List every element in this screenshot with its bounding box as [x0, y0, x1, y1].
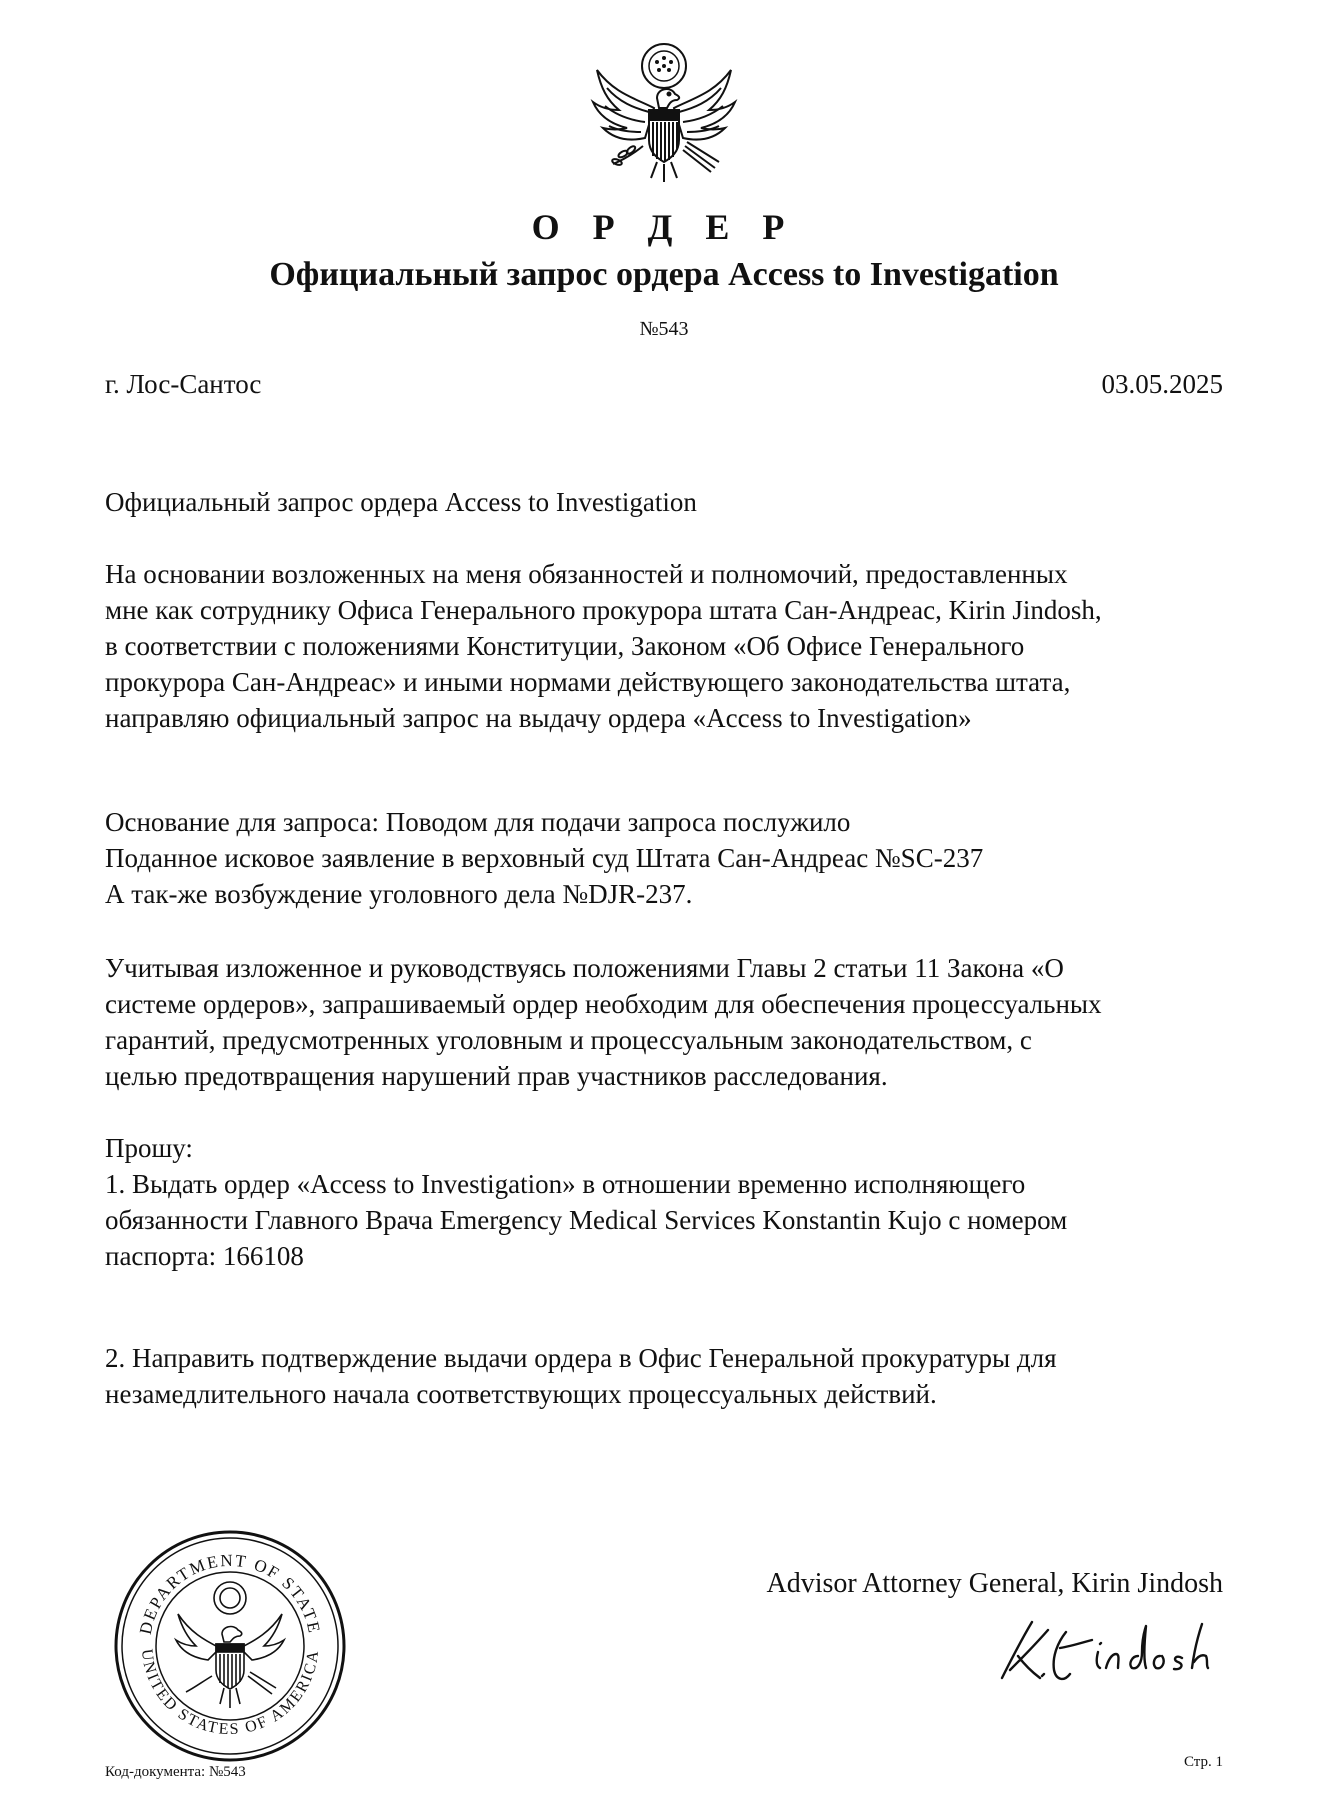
city: г. Лос-Сантос — [105, 369, 262, 399]
department-of-state-seal-icon — [112, 1528, 348, 1764]
document-title: О Р Д Е Р — [531, 207, 797, 247]
page-number: Стр. 1 — [1183, 1754, 1223, 1770]
request-item-2: 2. Направить подтверждение выдачи ордера в Офис Генеральной прокуратуры для незамедлительного начала соответствующих процессуальных действий. — [105, 1343, 1057, 1409]
intro-paragraph: На основании возложенных на меня обязанностей и полномочий, предоставленных мне как сотруднику Офиса Генерального прокурора штата Сан-Андреас, Kirin Jindosh, в соответствии с положениями Конституции, Законом «Об Офисе Генерального прокурора Сан-Андреас» и иными нормами действующего законодательства штата, направляю официальный запрос на выдачу ордера «Access to Investigation» — [105, 559, 1102, 733]
svg-text:DEPARTMENT OF STATE: DEPARTMENT OF STATE — [135, 1550, 325, 1637]
date: 03.05.2025 — [1101, 369, 1223, 399]
document-code: Код-документа: №543 — [105, 1764, 246, 1780]
signer-title: Advisor Attorney General, Kirin Jindosh — [766, 1568, 1223, 1599]
document-number: №543 — [639, 318, 689, 340]
basis-paragraph: Основание для запроса: Поводом для подачи запроса послужило Поданное исковое заявление в верховный суд Штата Сан-Андреас №SC-237 А так-же возбуждение уголовного дела №DJR-237. — [105, 807, 984, 909]
document-subtitle: Официальный запрос ордера Access to Investigation — [269, 256, 1059, 293]
body-heading: Официальный запрос ордера Access to Investigation — [105, 487, 697, 517]
eagle-emblem-icon — [579, 38, 749, 188]
considering-paragraph: Учитывая изложенное и руководствуясь положениями Главы 2 статьи 11 Закона «О системе ордеров», запрашиваемый ордер необходим для обеспечения процессуальных гарантий, предусмотренных уголовным и процессуальным законодательством, с целью предотвращения нарушений прав участников расследования. — [105, 953, 1102, 1091]
svg-text:UNITED STATES OF AMERICA: UNITED STATES OF AMERICA — [137, 1648, 323, 1739]
request-list: Прошу: 1. Выдать ордер «Access to Investigation» в отношении временно исполняющего обязанности Главного Врача Emergency Medical Services Konstantin Kujo с номером паспорта: 166108 — [105, 1133, 1068, 1271]
handwritten-signature — [988, 1612, 1228, 1690]
